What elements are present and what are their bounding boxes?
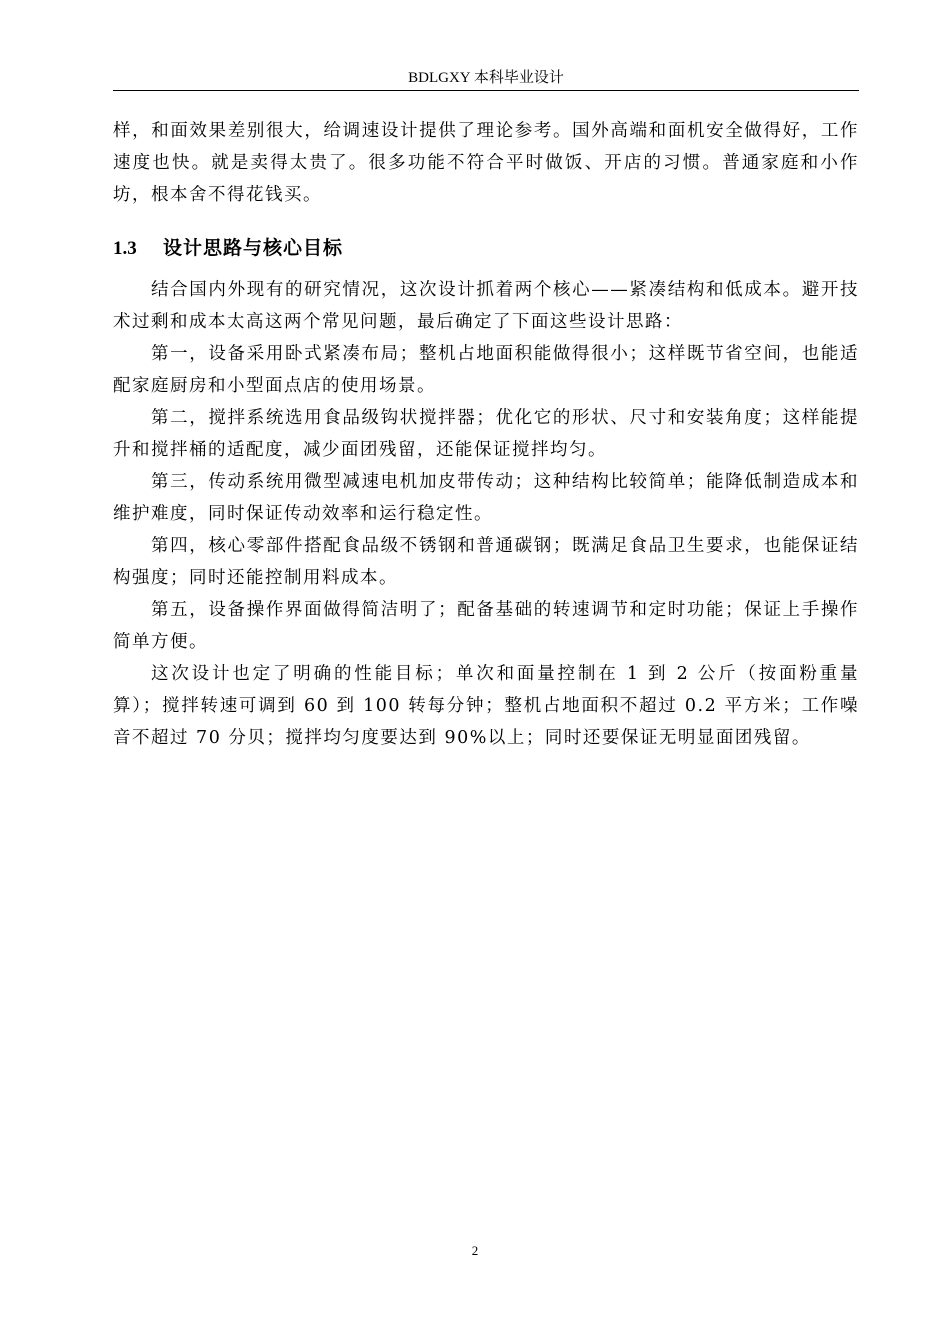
paragraph-fifth: 第五，设备操作界面做得简洁明了；配备基础的转速调节和定时功能；保证上手操作简单方便。 xyxy=(113,600,859,652)
section-heading xyxy=(113,233,859,264)
paragraph-third: 第三，传动系统用微型减速电机加皮带传动；这种结构比较简单；能降低制造成本和维护难度，同时保证传动效率和运行稳定性。 xyxy=(113,472,859,524)
paragraph-first: 第一，设备采用卧式紧凑布局；整机占地面积能做得很小；这样既节省空间，也能适配家庭厨房和小型面点店的使用场景。 xyxy=(113,344,859,396)
page-number: 2 xyxy=(471,1243,479,1258)
paragraph-second: 第二，搅拌系统选用食品级钩状搅拌器；优化它的形状、尺寸和安装角度；这样能提升和搅拌桶的适配度，减少面团残留，还能保证搅拌均匀。 xyxy=(113,408,859,460)
paragraph-targets: 这次设计也定了明确的性能目标；单次和面量控制在 1 到 2 公斤（按面粉重量算）；搅拌转速可调到 60 到 100 转每分钟；整机占地面积不超过 0.2 平方米；工作噪音不超过 70 分贝；搅拌均匀度要达到 90%以上；同时还要保证无明显面团残留。 xyxy=(113,664,860,748)
intro-paragraph: 样，和面效果差别很大，给调速设计提供了理论参考。国外高端和面机安全做得好，工作速度也快。就是卖得太贵了。很多功能不符合平时做饭、开店的习惯。普通家庭和小作坊，根本舍不得花钱买。 xyxy=(113,121,859,205)
section-number: 1.3 xyxy=(113,238,137,259)
paragraph-fourth: 第四，核心零部件搭配食品级不锈钢和普通碳钢；既满足食品卫生要求，也能保证结构强度；同时还能控制用料成本。 xyxy=(113,536,859,588)
section-title: 设计思路与核心目标 xyxy=(163,237,344,259)
page-content xyxy=(113,115,859,754)
page-header: BDLGXY 本科毕业设计 xyxy=(113,66,859,91)
paragraph-overview: 结合国内外现有的研究情况，这次设计抓着两个核心——紧凑结构和低成本。避开技术过剩和成本太高这两个常见问题，最后确定了下面这些设计思路： xyxy=(113,280,859,332)
